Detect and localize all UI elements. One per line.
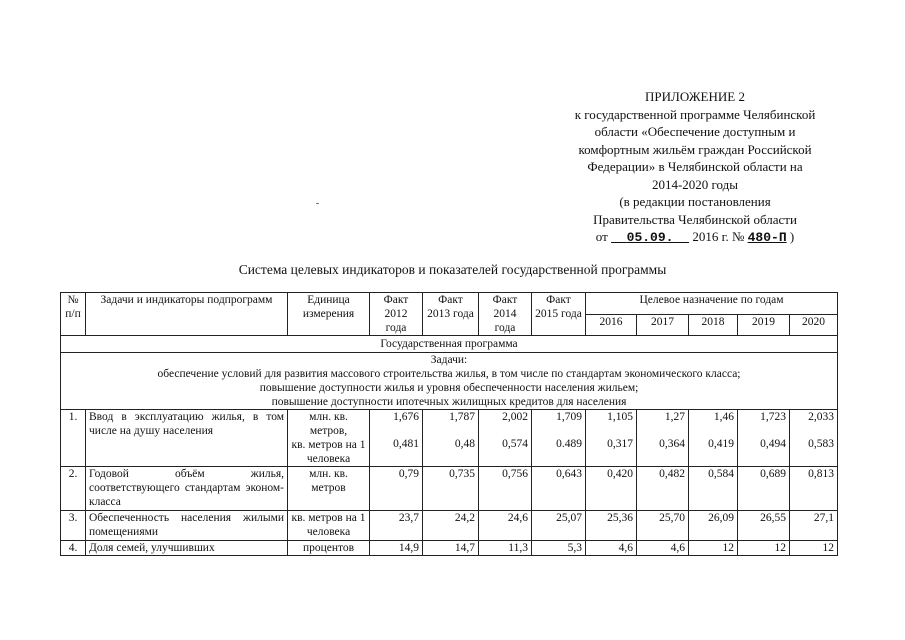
header-year: 2016 [586,314,637,336]
value-cell: 5,3 [532,541,586,556]
header-fact-2015: Факт 2015 года [532,293,586,336]
value-cell: 1,46 0,419 [689,410,738,467]
value-cell: 0,689 [738,467,790,511]
header-year: 2020 [790,314,838,336]
row-unit: млн. кв. метров [288,467,370,511]
row-name: Доля семей, улучшивших [86,541,288,556]
value-cell: 2,033 0,583 [790,410,838,467]
value-cell: 25,07 [532,511,586,541]
row-num: 3. [61,511,86,541]
row-unit: процентов [288,541,370,556]
value-cell: 0,79 [370,467,423,511]
document-title: Система целевых индикаторов и показателей государственной программы [238,262,667,277]
value-cell: 1,105 0,317 [586,410,637,467]
header-tasks: Задачи и индикаторы подпрограмм [86,293,288,336]
value-cell: 4,6 [586,541,637,556]
section-title: Государственная программа [61,336,838,353]
row-num: 2. [61,467,86,511]
appendix-line: 2014-2020 годы [651,176,739,192]
task-line: повышение доступности жилья и уровня обеспеченности населения жильем; [259,382,639,394]
value-cell: 0,420 [586,467,637,511]
table-row [61,541,838,556]
close-paren: ) [789,229,795,244]
date-prefix: от [595,229,608,244]
value-cell: 1,787 0,48 [423,410,479,467]
appendix-line: (в редакции постановления [619,194,771,209]
row-num: 4. [61,541,86,556]
value-cell: 12 [689,541,738,556]
header-year: 2019 [738,314,790,336]
tasks-row [61,353,838,410]
value-cell: 26,55 [738,511,790,541]
table-row [61,410,838,467]
value-cell: 0,482 [637,467,689,511]
appendix-line: комфортным жильём граждан Российской [578,141,812,157]
value-cell: 23,7 [370,511,423,541]
tasks-block [61,353,838,410]
appendix-header [545,88,845,247]
value-cell: 12 [790,541,838,556]
value-cell: 14,9 [370,541,423,556]
row-unit: млн. кв. метров, кв. метров на 1 человека [288,410,370,467]
resolution-date-line [545,228,845,247]
value-cell: 11,3 [479,541,532,556]
resolution-number: 480-П [747,230,787,245]
section-row [61,336,838,353]
value-cell: 2,002 0,574 [479,410,532,467]
task-line: обеспечение условий для развития массового строительства жилья, в том числе по стандартам экономического класса; [157,368,741,380]
value-cell: 1,27 0,364 [637,410,689,467]
row-name: Ввод в эксплуатацию жилья, в том числе на душу населения [86,410,288,467]
appendix-title: ПРИЛОЖЕНИЕ 2 [645,89,745,104]
value-cell: 1,709 0.489 [532,410,586,467]
value-cell: 0,584 [689,467,738,511]
appendix-line: области «Обеспечение доступным и [594,124,796,139]
indicators-table [60,292,838,556]
value-cell: 0,756 [479,467,532,511]
tasks-heading: Задачи: [430,354,468,366]
value-cell: 0,813 [790,467,838,511]
value-cell: 24,6 [479,511,532,541]
row-name: Годовой объём жилья, соответствующего стандартам эконом-класса [86,467,288,511]
value-cell: 12 [738,541,790,556]
header-unit: Единица измерения [288,293,370,336]
header-row [61,293,838,315]
row-num: 1. [61,410,86,467]
value-cell: 4,6 [637,541,689,556]
header-fact-2014: Факт 2014 года [479,293,532,336]
table-row [61,511,838,541]
header-fact-2013: Факт 2013 года [423,293,479,336]
resolution-date: 05.09. [626,230,674,245]
value-cell: 0,735 [423,467,479,511]
value-cell: 26,09 [689,511,738,541]
table-row [61,467,838,511]
value-cell: 25,36 [586,511,637,541]
value-cell: 1,676 0,481 [370,410,423,467]
appendix-line: к государственной программе Челябинской [574,106,816,122]
scan-speck [316,203,319,204]
value-cell: 0,643 [532,467,586,511]
value-cell: 25,70 [637,511,689,541]
date-suffix: 2016 г. № [692,229,745,244]
value-cell: 24,2 [423,511,479,541]
value-cell: 14,7 [423,541,479,556]
header-year: 2017 [637,314,689,336]
header-year: 2018 [689,314,738,336]
row-unit: кв. метров на 1 человека [288,511,370,541]
value-cell: 27,1 [790,511,838,541]
task-line: повышение доступности ипотечных жилищных кредитов для населения [271,396,627,408]
row-name: Обеспеченность населения жилыми помещениями [86,511,288,541]
value-cell: 1,723 0,494 [738,410,790,467]
appendix-line: Федерации» в Челябинской области на [587,159,803,174]
header-fact-2012: Факт 2012 года [370,293,423,336]
header-target: Целевое назначение по годам [586,293,838,315]
appendix-line: Правительства Челябинской области [593,211,797,227]
header-num: № п/п [61,293,86,336]
